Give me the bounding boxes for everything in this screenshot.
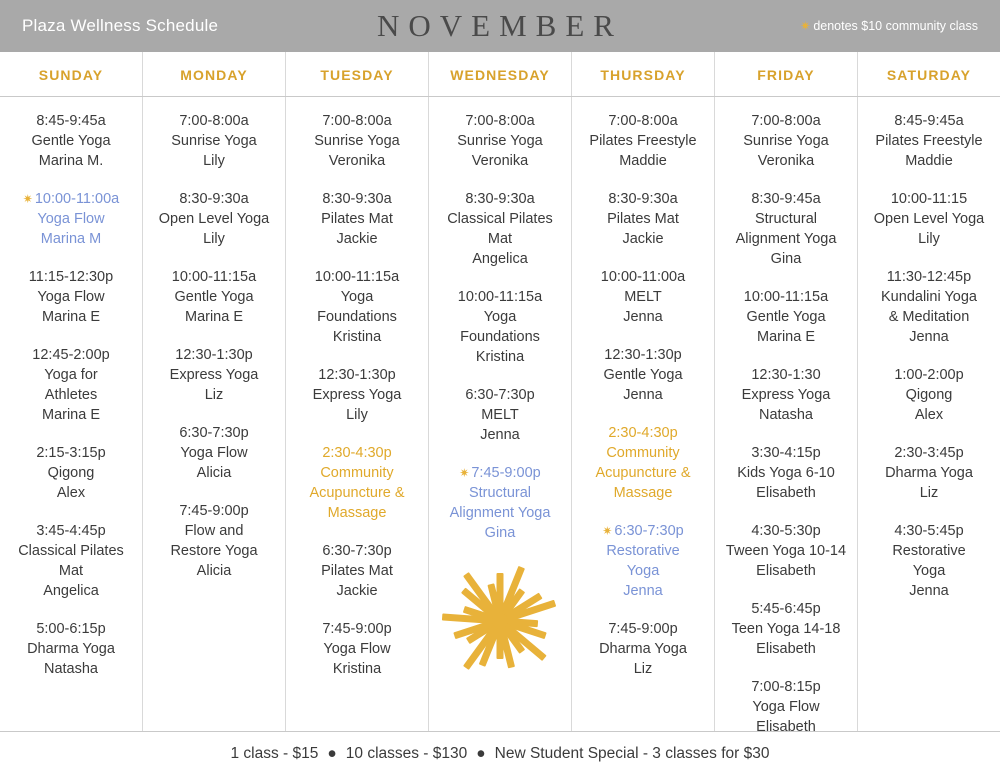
class-instructor: Jenna	[480, 427, 520, 443]
class-title: Foundations	[460, 329, 540, 345]
class-instructor: Liz	[919, 485, 939, 501]
class-entry[interactable]	[435, 111, 565, 171]
class-instructor: Elisabeth	[756, 719, 816, 735]
class-entry[interactable]	[292, 111, 422, 171]
class-entry[interactable]	[864, 365, 994, 425]
class-time: 12:30-1:30p	[318, 367, 396, 383]
class-entry[interactable]	[864, 521, 994, 601]
header-bar	[0, 0, 1000, 52]
class-title: Yoga Flow	[37, 211, 105, 227]
class-time: ✷ 7:45-9:00p	[459, 465, 541, 481]
class-entry[interactable]	[292, 541, 422, 601]
class-instructor: Gina	[484, 525, 516, 541]
class-entry[interactable]	[6, 443, 136, 503]
class-title: Sunrise Yoga	[171, 133, 257, 149]
class-title: MELT	[481, 407, 519, 423]
class-entry[interactable]	[6, 267, 136, 327]
class-entry[interactable]	[6, 521, 136, 601]
class-entry[interactable]	[435, 287, 565, 367]
class-instructor: Marina M	[40, 231, 102, 247]
day-header-tuesday: TUESDAY	[286, 52, 429, 96]
class-title: Yoga Flow	[752, 699, 820, 715]
class-time: 7:00-8:00a	[179, 113, 249, 129]
class-title: Alignment Yoga	[449, 505, 551, 521]
class-time: 8:30-9:45a	[751, 191, 821, 207]
class-entry[interactable]	[435, 189, 565, 269]
class-time: 1:00-2:00p	[894, 367, 964, 383]
class-instructor: Jackie	[336, 583, 378, 599]
class-title: Open Level Yoga	[873, 211, 985, 227]
class-instructor: Lily	[346, 407, 368, 423]
day-column-tuesday	[286, 97, 429, 731]
class-title: Gentle Yoga	[603, 367, 683, 383]
class-entry[interactable]	[721, 287, 851, 347]
class-time: 2:30-4:30p	[608, 425, 678, 441]
class-entry[interactable]	[292, 619, 422, 679]
class-instructor: Maddie	[619, 153, 667, 169]
class-entry[interactable]	[435, 463, 565, 543]
class-title: Open Level Yoga	[158, 211, 270, 227]
class-instructor: Jackie	[622, 231, 664, 247]
star-icon: ✷	[459, 466, 470, 480]
class-entry[interactable]	[149, 423, 279, 483]
class-title: Express Yoga	[169, 367, 259, 383]
class-time: 10:00-11:15a	[171, 269, 257, 285]
class-instructor: Massage	[327, 505, 387, 521]
class-title: Yoga Flow	[37, 289, 105, 305]
class-entry[interactable]	[6, 619, 136, 679]
class-entry[interactable]	[721, 111, 851, 171]
class-time: 8:30-9:30a	[179, 191, 249, 207]
class-title: Acupuncture &	[309, 485, 405, 501]
class-title: Yoga	[912, 563, 946, 579]
class-title: Qigong	[47, 465, 95, 481]
class-time: 5:45-6:45p	[751, 601, 821, 617]
day-header-thursday: THURSDAY	[572, 52, 715, 96]
class-instructor: Alex	[914, 407, 944, 423]
class-entry[interactable]	[578, 521, 708, 601]
class-instructor: Jenna	[909, 583, 949, 599]
day-header-monday: MONDAY	[143, 52, 286, 96]
class-instructor: Liz	[633, 661, 653, 677]
day-column-saturday	[858, 97, 1000, 731]
class-instructor: Elisabeth	[756, 641, 816, 657]
class-title: Structural	[754, 211, 818, 227]
class-title: Yoga Flow	[180, 445, 248, 461]
class-entry[interactable]	[721, 189, 851, 269]
class-time: 8:30-9:30a	[465, 191, 535, 207]
class-title: MELT	[624, 289, 662, 305]
class-time: 10:00-11:15a	[314, 269, 400, 285]
class-instructor: Marina M.	[38, 153, 104, 169]
class-title: Sunrise Yoga	[457, 133, 543, 149]
class-instructor: Kristina	[332, 329, 382, 345]
class-instructor: Alicia	[196, 465, 232, 481]
class-title: Flow and	[184, 523, 244, 539]
class-entry[interactable]	[149, 501, 279, 581]
class-title: Dharma Yoga	[27, 641, 115, 657]
class-instructor: Angelica	[43, 583, 99, 599]
class-instructor: Liz	[204, 387, 224, 403]
class-title: Structural	[468, 485, 532, 501]
class-time: 3:30-4:15p	[751, 445, 821, 461]
class-time: 7:00-8:00a	[608, 113, 678, 129]
class-title: Teen Yoga 14-18	[731, 621, 841, 637]
class-entry[interactable]	[721, 443, 851, 503]
day-column-sunday	[0, 97, 143, 731]
class-title: Express Yoga	[312, 387, 402, 403]
class-entry[interactable]	[721, 365, 851, 425]
page-title: Plaza Wellness Schedule	[22, 16, 219, 35]
class-entry[interactable]	[578, 619, 708, 679]
class-time: 12:30-1:30p	[175, 347, 253, 363]
day-header-saturday: SATURDAY	[886, 67, 972, 83]
class-title: Dharma Yoga	[885, 465, 973, 481]
class-instructor: Jenna	[623, 309, 663, 325]
class-instructor: Veronika	[471, 153, 529, 169]
class-time: 4:30-5:30p	[751, 523, 821, 539]
class-instructor: Kristina	[475, 349, 525, 365]
class-title: Restorative	[606, 543, 680, 559]
class-time: 12:30-1:30	[751, 367, 821, 383]
class-instructor: Jenna	[909, 329, 949, 345]
class-instructor: Maddie	[905, 153, 953, 169]
class-title: Classical Pilates	[18, 543, 124, 559]
class-title: Community	[606, 445, 680, 461]
class-time: 11:30-12:45p	[886, 269, 972, 285]
class-time: 7:45-9:00p	[179, 503, 249, 519]
class-entry[interactable]	[864, 111, 994, 171]
legend-note	[678, 19, 978, 33]
class-time: 12:45-2:00p	[32, 347, 110, 363]
class-entry[interactable]	[292, 365, 422, 425]
class-time: 8:45-9:45a	[36, 113, 106, 129]
class-instructor: Lily	[918, 231, 940, 247]
class-instructor: Marina E	[184, 309, 244, 325]
class-entry[interactable]	[864, 189, 994, 249]
class-instructor: Elisabeth	[756, 563, 816, 579]
class-instructor: Marina E	[756, 329, 816, 345]
class-entry[interactable]	[292, 443, 422, 523]
class-title: Tween Yoga 10-14	[725, 543, 847, 559]
class-title: Qigong	[905, 387, 953, 403]
day-header-sunday: SUNDAY	[0, 52, 143, 96]
class-entry[interactable]	[435, 385, 565, 445]
month-title: NOVEMBER	[377, 8, 623, 43]
class-instructor: Lily	[203, 153, 225, 169]
class-entry[interactable]	[578, 189, 708, 249]
sun-icon	[440, 561, 560, 681]
price-new-student: New Student Special - 3 classes for $30	[494, 745, 770, 762]
class-time: 2:30-4:30p	[322, 445, 392, 461]
class-entry[interactable]	[578, 423, 708, 503]
class-instructor: Natasha	[758, 407, 813, 423]
class-instructor: Alicia	[196, 563, 232, 579]
class-time: 8:30-9:30a	[608, 191, 678, 207]
pricing-footer	[0, 732, 1000, 773]
class-title: Kids Yoga 6-10	[737, 465, 835, 481]
day-column-friday	[715, 97, 858, 735]
class-time: 12:30-1:30p	[604, 347, 682, 363]
class-instructor: Natasha	[43, 661, 98, 677]
class-entry[interactable]	[6, 189, 136, 249]
class-instructor: Jenna	[623, 583, 663, 599]
class-instructor: Veronika	[328, 153, 386, 169]
class-time: 3:45-4:45p	[36, 523, 106, 539]
class-title: Yoga for	[44, 367, 98, 383]
class-instructor: Elisabeth	[756, 485, 816, 501]
class-entry[interactable]	[864, 267, 994, 347]
legend-note-text: denotes $10 community class	[813, 19, 978, 33]
class-title: Acupuncture &	[595, 465, 691, 481]
class-time: 8:45-9:45a	[894, 113, 964, 129]
class-time: 6:30-7:30p	[322, 543, 392, 559]
class-time: 10:00-11:15a	[457, 289, 543, 305]
class-entry[interactable]	[578, 345, 708, 405]
class-entry[interactable]	[149, 345, 279, 405]
class-time: 2:30-3:45p	[894, 445, 964, 461]
class-instructor: Marina E	[41, 309, 101, 325]
class-entry[interactable]	[6, 345, 136, 425]
class-instructor: Gina	[770, 251, 802, 267]
day-column-monday	[143, 97, 286, 731]
class-time: 10:00-11:15a	[743, 289, 829, 305]
class-time: ✷ 10:00-11:00a	[22, 191, 120, 207]
class-instructor: Lily	[203, 231, 225, 247]
class-entry[interactable]	[149, 111, 279, 171]
class-time: 11:15-12:30p	[28, 269, 114, 285]
class-entry[interactable]	[6, 111, 136, 171]
class-time: ✷ 6:30-7:30p	[602, 523, 684, 539]
class-title: Sunrise Yoga	[743, 133, 829, 149]
star-icon: ✷	[22, 192, 33, 206]
class-instructor: Massage	[613, 485, 673, 501]
class-title: Foundations	[317, 309, 397, 325]
class-entry[interactable]	[864, 443, 994, 503]
class-title: Pilates Mat	[607, 211, 679, 227]
class-instructor: Jenna	[623, 387, 663, 403]
class-time: 7:00-8:00a	[465, 113, 535, 129]
class-entry[interactable]	[721, 677, 851, 737]
class-title: Dharma Yoga	[599, 641, 687, 657]
class-title: Restorative	[892, 543, 966, 559]
price-single: 1 class - $15	[230, 745, 319, 762]
class-title: Express Yoga	[741, 387, 831, 403]
class-instructor: Angelica	[472, 251, 528, 267]
class-title: Pilates Mat	[321, 563, 393, 579]
class-title: Mat	[487, 231, 513, 247]
class-time: 7:45-9:00p	[608, 621, 678, 637]
class-title: Restore Yoga	[170, 543, 258, 559]
class-time: 4:30-5:45p	[894, 523, 964, 539]
class-time: 7:45-9:00p	[322, 621, 392, 637]
class-title: Community	[320, 465, 394, 481]
class-title: Gentle Yoga	[746, 309, 826, 325]
separator-dot: ●	[476, 745, 486, 762]
class-entry[interactable]	[578, 111, 708, 171]
day-header-friday: FRIDAY	[715, 52, 858, 96]
class-entry[interactable]	[721, 599, 851, 659]
class-time: 8:30-9:30a	[322, 191, 392, 207]
class-title: Yoga	[340, 289, 374, 305]
class-title: Classical Pilates	[447, 211, 553, 227]
star-icon: ✷	[602, 524, 613, 538]
class-instructor: Marina E	[41, 407, 101, 423]
class-title: Athletes	[44, 387, 98, 403]
class-time: 7:00-8:00a	[751, 113, 821, 129]
class-entry[interactable]	[721, 521, 851, 581]
day-header-row	[0, 52, 1000, 97]
class-title: Yoga	[483, 309, 517, 325]
class-time: 5:00-6:15p	[36, 621, 106, 637]
class-entry[interactable]	[292, 267, 422, 347]
class-time: 6:30-7:30p	[465, 387, 535, 403]
class-title: Yoga	[626, 563, 660, 579]
class-entry[interactable]	[578, 267, 708, 327]
class-title: Pilates Freestyle	[589, 133, 697, 149]
class-instructor: Kristina	[332, 661, 382, 677]
class-title: Gentle Yoga	[174, 289, 254, 305]
class-title: & Meditation	[888, 309, 970, 325]
class-title: Pilates Freestyle	[875, 133, 983, 149]
class-instructor: Jackie	[336, 231, 378, 247]
class-entry[interactable]	[149, 189, 279, 249]
class-entry[interactable]	[292, 189, 422, 249]
class-title: Alignment Yoga	[735, 231, 837, 247]
class-instructor: Alex	[56, 485, 86, 501]
class-time: 2:15-3:15p	[36, 445, 106, 461]
class-time: 7:00-8:00a	[322, 113, 392, 129]
class-time: 6:30-7:30p	[179, 425, 249, 441]
class-title: Kundalini Yoga	[881, 289, 977, 305]
class-title: Yoga Flow	[323, 641, 391, 657]
price-pack: 10 classes - $130	[345, 745, 468, 762]
class-title: Pilates Mat	[321, 211, 393, 227]
class-entry[interactable]	[149, 267, 279, 327]
star-icon: ✷	[800, 19, 811, 33]
day-header-wednesday: WEDNESDAY	[429, 52, 572, 96]
class-title: Gentle Yoga	[31, 133, 111, 149]
separator-dot: ●	[327, 745, 337, 762]
class-time: 7:00-8:15p	[751, 679, 821, 695]
class-time: 10:00-11:15	[890, 191, 968, 207]
schedule-grid	[0, 97, 1000, 735]
class-time: 10:00-11:00a	[600, 269, 686, 285]
class-title: Mat	[58, 563, 84, 579]
class-instructor: Veronika	[757, 153, 815, 169]
day-column-thursday	[572, 97, 715, 731]
class-title: Sunrise Yoga	[314, 133, 400, 149]
day-column-wednesday	[429, 97, 572, 731]
